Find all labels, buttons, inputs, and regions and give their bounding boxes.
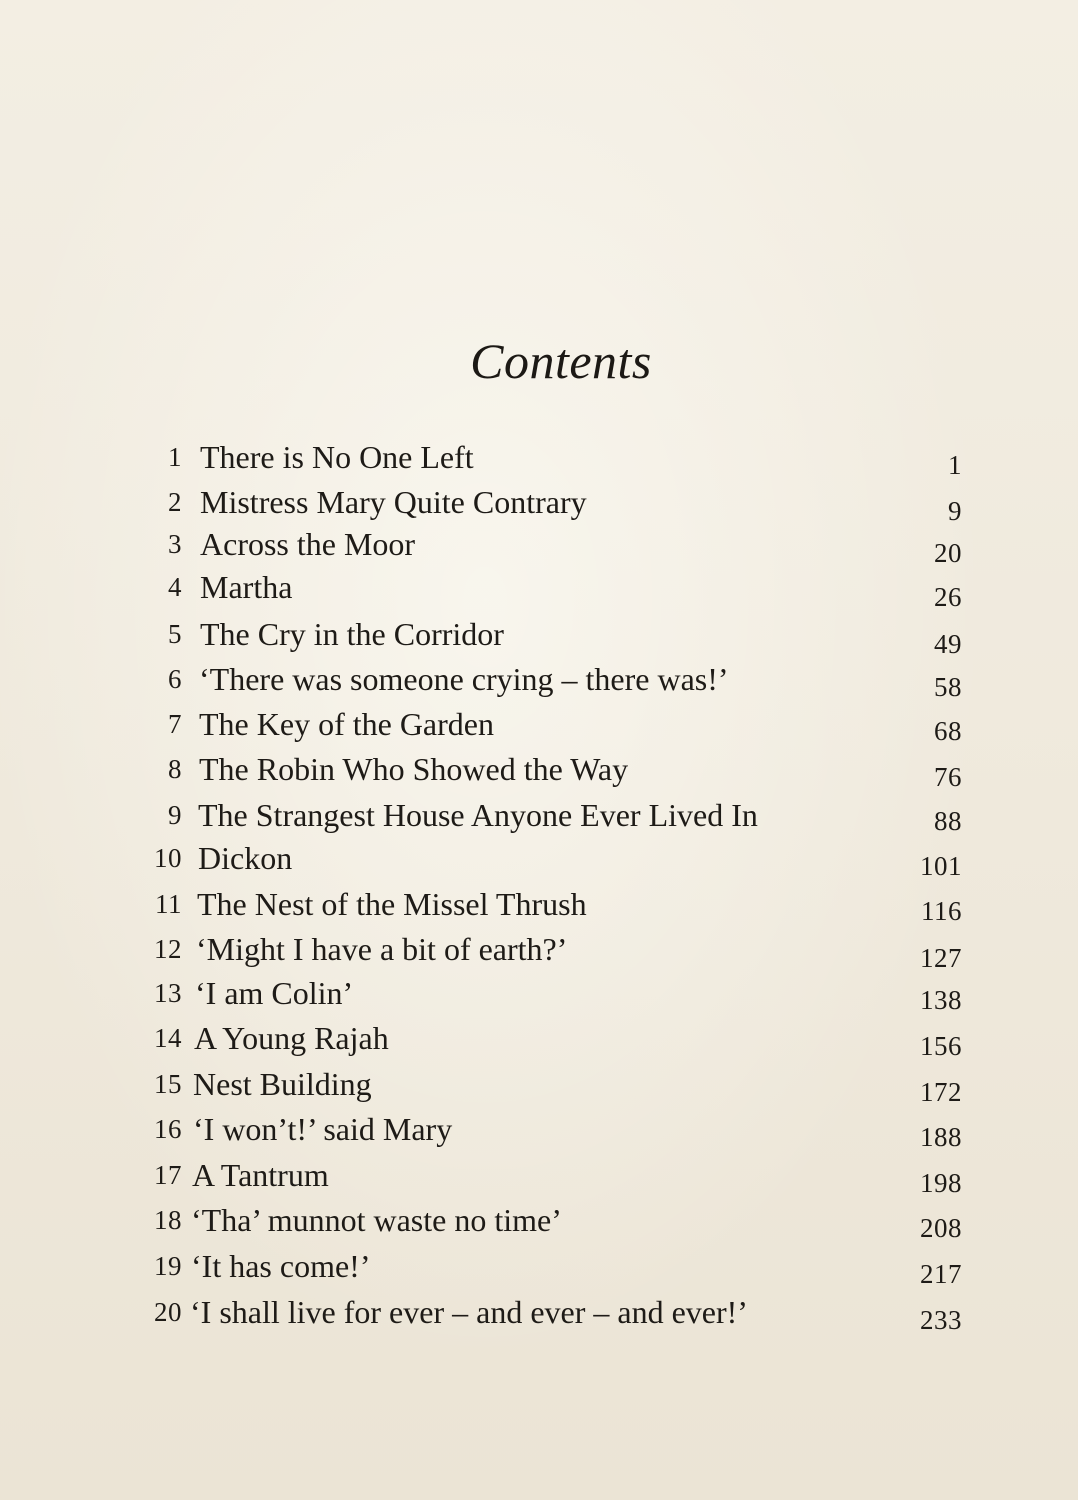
chapter-page: 20 <box>934 538 962 568</box>
toc-entry <box>0 884 1078 924</box>
chapter-title: ‘Tha’ munnot waste no time’ <box>191 1202 562 1238</box>
chapter-number: 19 <box>154 1251 182 1281</box>
toc-entry <box>0 482 1078 526</box>
chapter-title: ‘There was someone crying – there was!’ <box>199 661 729 697</box>
chapter-number: 20 <box>154 1297 182 1327</box>
chapter-title: The Key of the Garden <box>199 706 494 742</box>
chapter-title: ‘I am Colin’ <box>195 975 354 1011</box>
chapter-page: 198 <box>920 1168 962 1198</box>
chapter-title: The Nest of the Missel Thrush <box>197 886 587 922</box>
chapter-number: 15 <box>154 1069 182 1099</box>
toc-entry <box>0 437 1078 480</box>
toc-entry <box>0 929 1078 973</box>
chapter-title: ‘I won’t!’ said Mary <box>193 1111 453 1147</box>
chapter-title: Martha <box>200 569 293 605</box>
toc-entry <box>0 973 1078 1013</box>
chapter-title: ‘It has come!’ <box>191 1248 371 1284</box>
chapter-page: 233 <box>920 1305 962 1335</box>
chapter-title: ‘Might I have a bit of earth?’ <box>196 931 568 967</box>
chapter-number: 7 <box>168 709 182 739</box>
chapter-number: 5 <box>168 619 182 649</box>
chapter-page: 88 <box>934 806 962 836</box>
chapter-page: 217 <box>920 1259 962 1289</box>
chapter-number: 13 <box>154 978 182 1008</box>
page-title: Contents <box>470 333 652 389</box>
chapter-page: 138 <box>920 985 962 1015</box>
chapter-number: 10 <box>154 843 182 873</box>
chapter-number: 4 <box>168 572 182 602</box>
toc-entry <box>0 614 1078 659</box>
toc-entry <box>0 838 1078 881</box>
toc-entry <box>0 524 1078 568</box>
chapter-number: 11 <box>155 889 182 919</box>
chapter-page: 127 <box>920 943 962 973</box>
chapter-page: 116 <box>921 896 962 926</box>
chapter-number: 6 <box>168 664 182 694</box>
chapter-number: 3 <box>168 529 182 559</box>
chapter-number: 2 <box>168 487 182 517</box>
toc-entry <box>0 1155 1078 1198</box>
chapter-number: 12 <box>154 934 182 964</box>
chapter-page: 156 <box>920 1031 962 1061</box>
chapter-title: A Young Rajah <box>194 1020 389 1056</box>
toc-entry <box>0 1109 1078 1152</box>
chapter-number: 18 <box>154 1205 182 1235</box>
toc-entry <box>0 1064 1078 1107</box>
toc-entry <box>0 795 1078 835</box>
chapter-title: Across the Moor <box>200 526 416 562</box>
chapter-page: 49 <box>934 629 962 659</box>
chapter-number: 14 <box>154 1023 182 1053</box>
toc-entry <box>0 749 1078 792</box>
chapter-title: The Robin Who Showed the Way <box>199 751 629 787</box>
chapter-page: 58 <box>934 672 962 702</box>
toc-entry <box>0 1018 1078 1061</box>
chapter-title: The Strangest House Anyone Ever Lived In <box>198 797 758 833</box>
chapter-page: 76 <box>934 762 962 792</box>
toc-entry <box>0 567 1078 612</box>
chapter-page: 188 <box>920 1122 962 1152</box>
toc-entry <box>0 1246 1078 1289</box>
chapter-page: 68 <box>934 716 962 746</box>
chapter-number: 8 <box>168 754 182 784</box>
chapter-number: 9 <box>168 800 182 830</box>
chapter-page: 26 <box>934 582 962 612</box>
chapter-page: 172 <box>920 1077 962 1107</box>
chapter-number: 1 <box>168 442 182 472</box>
chapter-page: 208 <box>920 1213 962 1243</box>
toc-entry <box>0 659 1078 702</box>
chapter-title: The Cry in the Corridor <box>200 616 504 652</box>
toc-entry <box>0 1200 1078 1243</box>
toc-entry <box>0 704 1078 744</box>
toc-entry <box>0 1292 1078 1335</box>
chapter-page: 1 <box>948 450 962 480</box>
chapter-title: A Tantrum <box>192 1157 329 1193</box>
chapter-title: Mistress Mary Quite Contrary <box>200 484 587 520</box>
chapter-title: Nest Building <box>193 1066 372 1102</box>
chapter-number: 16 <box>154 1114 182 1144</box>
chapter-title: Dickon <box>198 840 293 876</box>
chapter-page: 101 <box>920 851 962 881</box>
chapter-number: 17 <box>154 1160 182 1190</box>
chapter-title: There is No One Left <box>200 439 474 475</box>
chapter-page: 9 <box>948 496 962 526</box>
chapter-title: ‘I shall live for ever – and ever – and ever!’ <box>190 1294 748 1330</box>
